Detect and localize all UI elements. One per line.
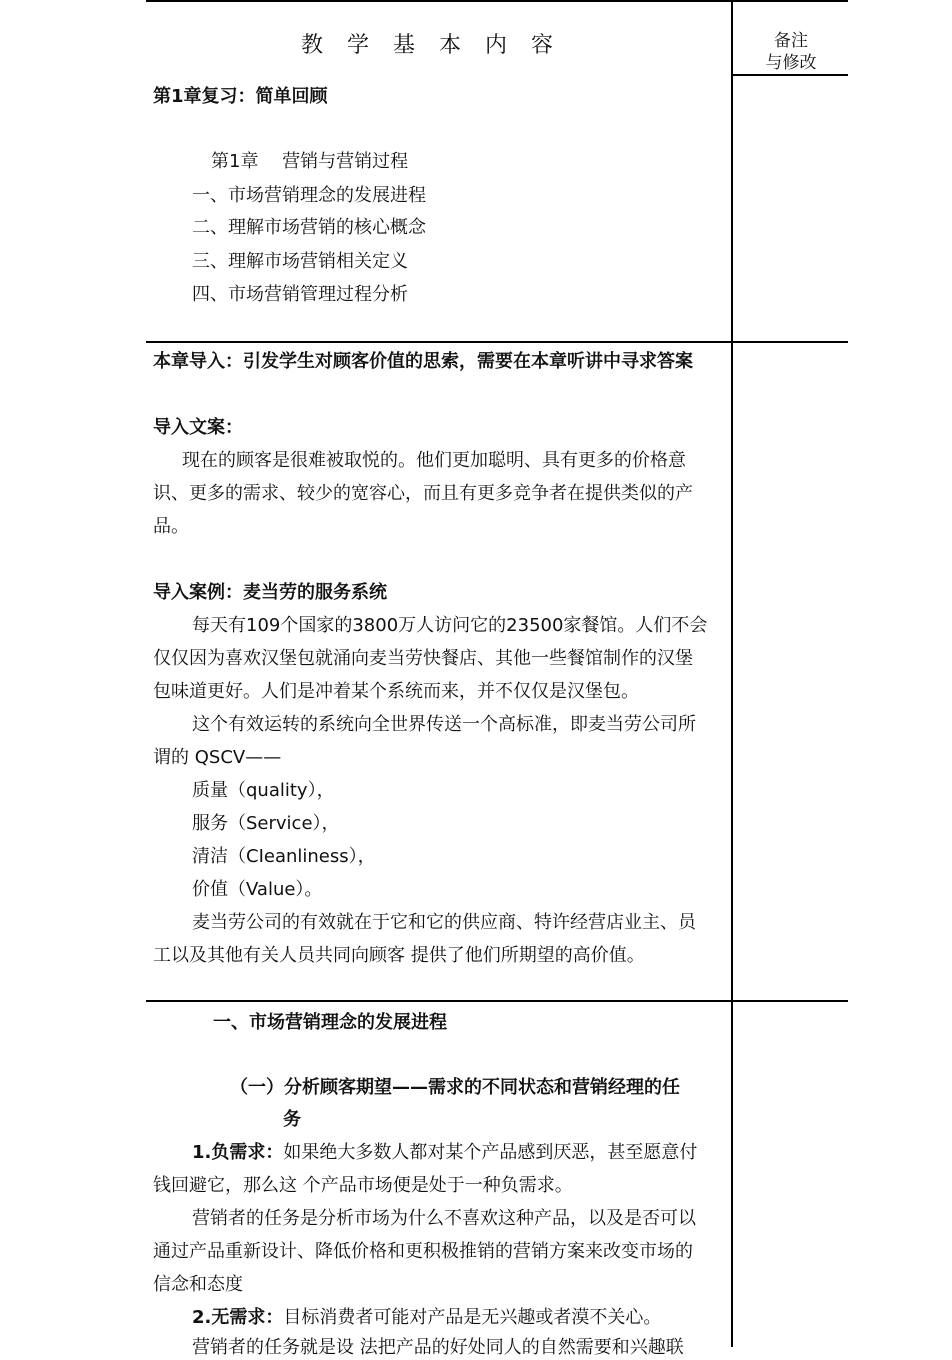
case-line: 包味道更好。人们是冲着某个系统而来，并不仅仅是汉堡包。 <box>153 681 639 702</box>
outline-item: 一、市场营销理念的发展进程 <box>192 185 426 206</box>
paragraph-line-cut: 营销者的任务就是设 法把产品的好处同人的自然需要和兴趣联 <box>192 1337 684 1358</box>
column-header-content: 教学基本内容 <box>300 33 577 58</box>
subsection-title-cont: 务 <box>283 1109 301 1130</box>
row-divider-2 <box>146 1000 848 1002</box>
case-line: 仅仅因为喜欢汉堡包就涌向麦当劳快餐店、其他一些餐馆制作的汉堡 <box>153 648 693 669</box>
paragraph-line: 钱回避它，那么这 个产品市场便是处于一种负需求。 <box>153 1175 573 1196</box>
paragraph-line: 通过产品重新设计、降低价格和更积极推销的营销方案来改变市场的 <box>153 1241 693 1262</box>
case-line: 每天有109个国家的3800万人访问它的23500家餐馆。人们不会 <box>192 615 708 636</box>
chapter-title: 第1章 营销与营销过程 <box>211 151 409 172</box>
case-line: 工以及其他有关人员共同向顾客 提供了他们所期望的高价值。 <box>153 945 645 966</box>
notes-header-line1: 备注 <box>774 31 808 51</box>
case-line: 质量（quality）， <box>192 780 335 801</box>
header-side-underline <box>731 74 848 76</box>
paragraph-no-demand <box>192 1306 661 1330</box>
section2-heading: 本章导入：引发学生对顾客价值的思索，需要在本章听讲中寻求答案 <box>153 351 693 372</box>
intro-line: 品。 <box>153 516 189 537</box>
case-line: 价值（Value）。 <box>192 879 323 900</box>
row-divider-1 <box>146 341 848 343</box>
intro-line: 识、更多的需求、较少的宽容心，而且有更多竞争者在提供类似的产 <box>153 483 693 504</box>
outline-item: 四、市场营销管理过程分析 <box>192 284 408 305</box>
case-line: 麦当劳公司的有效就在于它和它的供应商、特许经营店业主、员 <box>192 912 696 933</box>
paragraph-negative-demand <box>192 1141 697 1165</box>
table-top-border <box>146 0 848 2</box>
subsection-title: （一）分析顾客期望——需求的不同状态和营销经理的任 <box>230 1077 680 1098</box>
column-header-notes <box>734 30 848 74</box>
case-line: 这个有效运转的系统向全世界传送一个高标准，即麦当劳公司所 <box>192 714 696 735</box>
case-line: 服务（Service）， <box>192 813 340 834</box>
paragraph-line: 营销者的任务是分析市场为什么不喜欢这种产品，以及是否可以 <box>192 1208 696 1229</box>
intro-line: 现在的顾客是很难被取悦的。他们更加聪明、具有更多的价格意 <box>182 450 686 471</box>
section3-heading: 一、市场营销理念的发展进程 <box>213 1012 447 1033</box>
section1-heading: 第1章复习：简单回顾 <box>153 86 328 107</box>
paragraph-text: 如果绝大多数人都对某个产品感到厌恶，甚至愿意付 <box>283 1142 698 1163</box>
case-line: 清洁（CIeanliness）， <box>192 846 376 867</box>
term-no-demand: 2.无需求： <box>192 1307 284 1328</box>
outline-item: 二、理解市场营销的核心概念 <box>192 217 426 238</box>
case-line: 谓的 QSCV—— <box>153 747 282 768</box>
notes-header-line2: 与修改 <box>765 53 817 73</box>
term-negative-demand: 1.负需求： <box>192 1142 284 1163</box>
paragraph-text: 目标消费者可能对产品是无兴趣或者漠不关心。 <box>283 1307 662 1328</box>
intro-title: 导入文案： <box>153 417 243 438</box>
paragraph-line: 信念和态度 <box>153 1274 243 1295</box>
case-title: 导入案例：麦当劳的服务系统 <box>153 582 387 603</box>
outline-item: 三、理解市场营销相关定义 <box>192 251 408 272</box>
column-divider <box>731 0 733 1347</box>
